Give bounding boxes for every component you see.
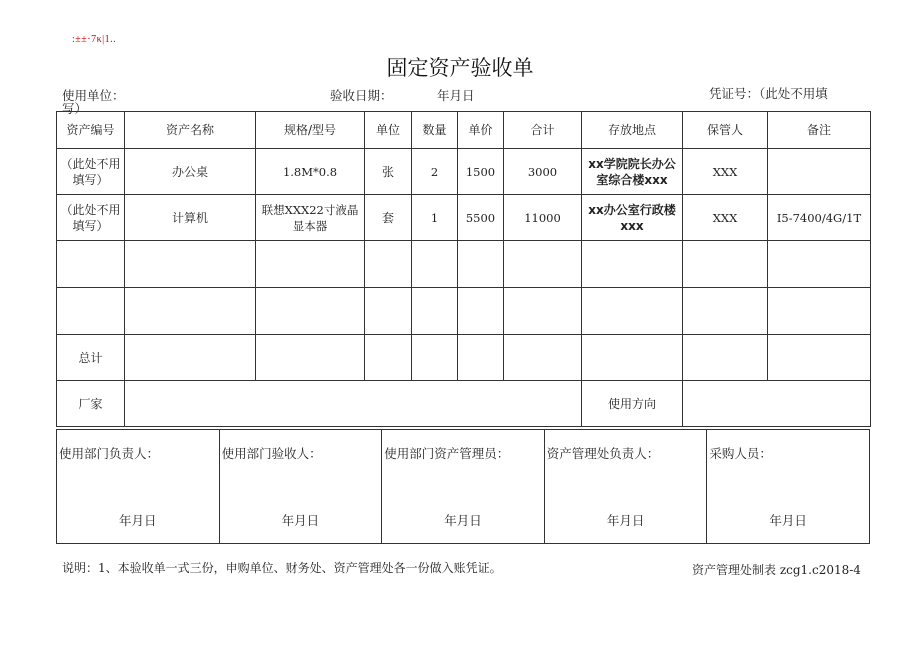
- voucher-label: 凭证号：（此处不用填: [709, 86, 828, 101]
- signature-label: 使用部门验收人：: [221, 446, 322, 461]
- unit-label: 使用单位：: [62, 88, 125, 103]
- table-row: [57, 149, 871, 195]
- asset-total: 11000: [504, 195, 582, 241]
- header-cell: 资产编号: [57, 112, 125, 149]
- signature-label: 资产管理处负责人：: [546, 446, 660, 461]
- asset-qty: 1: [412, 195, 458, 241]
- asset-keeper: XXX: [683, 149, 768, 195]
- asset-name: 计算机: [125, 195, 256, 241]
- asset-name: 办公桌: [125, 149, 256, 195]
- signature-cell: [545, 430, 708, 543]
- header-cell: 数量: [412, 112, 458, 149]
- signature-cell: [57, 430, 220, 543]
- asset-location: xx学院院长办公室综合楼xxx: [582, 149, 683, 195]
- signature-date: 年月日: [119, 513, 157, 528]
- signature-cell: [220, 430, 383, 543]
- total-row: [57, 335, 871, 381]
- table-row: [57, 195, 871, 241]
- asset-table: [56, 111, 871, 427]
- maker-row: [57, 381, 871, 427]
- signature-date: 年月日: [606, 513, 645, 528]
- header-cell: 存放地点: [582, 112, 683, 149]
- signature-label: 采购人员：: [709, 446, 772, 461]
- header-cell: 资产名称: [125, 112, 256, 149]
- empty-row: [57, 288, 871, 335]
- corner-mark: :±±·7κ|1..: [72, 34, 117, 45]
- signature-block: [56, 429, 870, 544]
- header-cell: 规格/型号: [256, 112, 365, 149]
- total-label: 总计: [57, 335, 125, 381]
- asset-total: 3000: [504, 149, 582, 195]
- date-value: 年月日: [437, 88, 475, 103]
- signature-label: 使用部门资产管理员：: [384, 446, 510, 461]
- voucher-label-cont: 写）: [62, 101, 88, 116]
- date-label: 验收日期：: [330, 88, 393, 103]
- footer-note: 说明：1、本验收单一式三份，申购单位、财务处、资产管理处各一份做入账凭证。: [62, 561, 502, 575]
- asset-qty: 2: [412, 149, 458, 195]
- asset-price: 1500: [458, 149, 504, 195]
- signature-cell: [382, 430, 545, 543]
- header-cell: 单位: [365, 112, 412, 149]
- asset-price: 5500: [458, 195, 504, 241]
- signature-cell: [707, 430, 869, 543]
- header-cell: 单价: [458, 112, 504, 149]
- asset-remark: I5-7400/4G/1T: [768, 195, 871, 241]
- header-cell: 备注: [768, 112, 871, 149]
- header-cell: 保管人: [683, 112, 768, 149]
- asset-location: xx办公室行政楼xxx: [582, 195, 683, 241]
- asset-keeper: XXX: [683, 195, 768, 241]
- empty-row: [57, 241, 871, 288]
- maker-label: 厂家: [57, 381, 125, 427]
- asset-code: （此处不用填写）: [57, 149, 125, 195]
- page-title: 固定资产验收单: [386, 56, 534, 80]
- header-cell: 合计: [504, 112, 582, 149]
- asset-unit: 张: [365, 149, 412, 195]
- asset-remark: [768, 149, 871, 195]
- signature-label: 使用部门负责人：: [59, 446, 160, 461]
- form-number: 资产管理处制表 zcg1.c2018-4: [692, 563, 861, 577]
- header-row: [57, 112, 871, 149]
- asset-code: （此处不用填写）: [57, 195, 125, 241]
- signature-date: 年月日: [769, 513, 807, 528]
- asset-spec: 1.8M*0.8: [256, 149, 365, 195]
- signature-date: 年月日: [444, 513, 482, 528]
- asset-unit: 套: [365, 195, 412, 241]
- signature-date: 年月日: [281, 513, 320, 528]
- usage-label: 使用方向: [582, 381, 683, 427]
- asset-spec: 联想XXX22寸液晶显本器: [256, 195, 365, 241]
